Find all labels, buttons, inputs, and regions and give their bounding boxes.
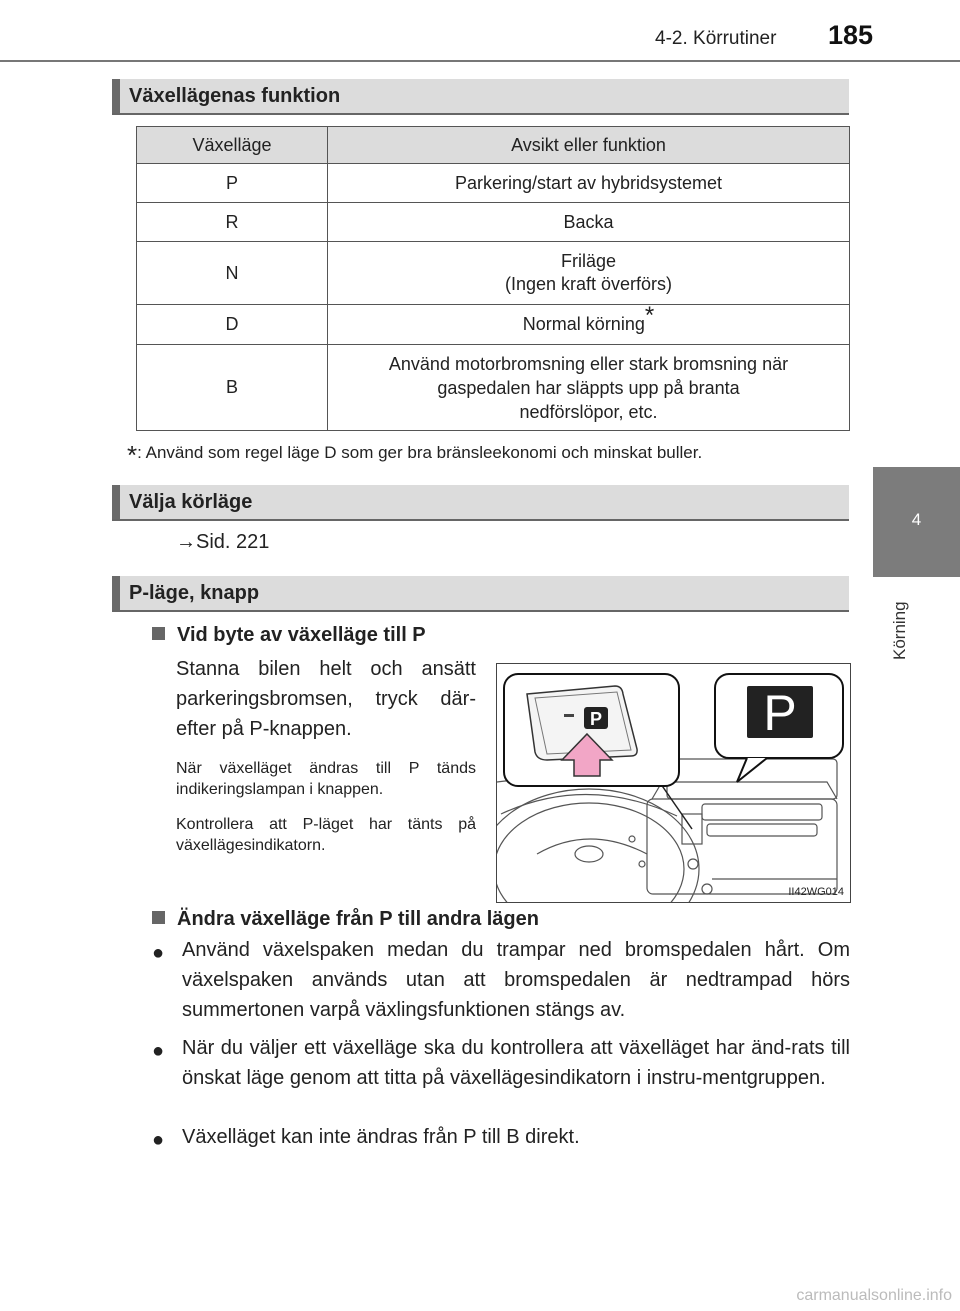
subheading-text: Vid byte av växelläge till P [177, 624, 426, 646]
header-divider [0, 60, 960, 62]
p-change-body: Stanna bilen helt och ansätt parkeringsbromsen, tryck där-efter på P-knappen. [176, 658, 476, 740]
bullet-item [152, 1122, 850, 1152]
section-title: P-läge, knapp [129, 582, 260, 604]
bullet-text: Använd växelspaken medan du trampar ned bromspedalen hårt. Om växelspaken används utan att bromspedalen är nedtrampad hörs summertonen varpå växlingsfunktionen stängs av. [182, 939, 850, 1021]
watermark: carmanualsonline.info [796, 1287, 952, 1304]
section-title: Växellägenas funktion [129, 85, 341, 107]
bullet-dot-icon: ● [152, 1129, 165, 1151]
function-text: Normal körning [522, 314, 645, 334]
function-line: nedförslöpor, etc. [519, 401, 658, 422]
table-row [137, 242, 850, 305]
gear-cell: R [137, 203, 328, 242]
subheading-p-change [152, 624, 426, 647]
bullet-dot-icon: ● [152, 942, 165, 964]
bullet-text: Växelläget kan inte ändras från P till B direkt. [182, 1126, 580, 1148]
bullet-dot-icon: ● [152, 1040, 165, 1062]
page-number: 185 [828, 20, 874, 50]
subheading-from-p [152, 908, 539, 931]
dashboard-drawing [497, 664, 850, 902]
p-indicator-symbol: P [763, 685, 797, 741]
function-cell: Backa [328, 203, 850, 242]
square-bullet-icon [152, 627, 165, 640]
gear-cell: B [137, 345, 328, 431]
function-cell [328, 242, 850, 305]
chapter-number: 4 [911, 510, 922, 529]
gear-cell: N [137, 242, 328, 305]
p-change-note-2: Kontrollera att P-läget har tänts på växellägesindikatorn. [176, 816, 476, 854]
table-header-gear: Växelläge [137, 127, 328, 164]
subheading-text: Ändra växelläge från P till andra lägen [177, 908, 539, 930]
function-line: Friläge [560, 251, 617, 271]
table-header-row [137, 127, 850, 164]
page-reference-link[interactable]: →Sid. 221 [176, 531, 270, 553]
section-heading-select-mode [112, 485, 849, 521]
gear-cell: D [137, 305, 328, 345]
footnote-star: * [127, 440, 138, 470]
section-title: Välja körläge [129, 491, 253, 513]
section-heading-gear-function [112, 79, 849, 115]
section-heading-p-button [112, 576, 849, 612]
function-cell [328, 345, 850, 431]
header-section: 4-2. Körrutiner [655, 28, 777, 49]
function-line: gaspedalen har släppts upp på branta [437, 377, 740, 398]
figure-code: II42WG014 [788, 886, 844, 898]
table-header-function: Avsikt eller funktion [328, 127, 850, 164]
chapter-label: Körning [890, 601, 909, 660]
table-row [137, 305, 850, 345]
footnote-text: : Använd som regel läge D som ger bra bränsleekonomi och minskat buller. [137, 443, 703, 462]
gear-cell: P [137, 164, 328, 203]
bullet-item [152, 1033, 850, 1093]
function-cell: Parkering/start av hybridsystemet [328, 164, 850, 203]
p-change-note-1: När växelläget ändras till P tänds indikeringslampan i knappen. [176, 760, 476, 798]
footnote-mark: * [644, 302, 655, 329]
table-footnote [127, 440, 702, 471]
section-bar [112, 576, 120, 610]
bullet-text: När du väljer ett växelläge ska du kontrollera att växelläget har änd-rats till önskat läge genom att titta på växellägesindikatorn i instru-mentgruppen. [182, 1037, 850, 1089]
section-bar [112, 485, 120, 519]
p-button-illustration [496, 663, 851, 903]
gear-table [136, 126, 850, 431]
section-bar [112, 79, 120, 113]
square-bullet-icon [152, 911, 165, 924]
table-row [137, 345, 850, 431]
function-line: (Ingen kraft överförs) [504, 274, 673, 294]
function-line: Använd motorbromsning eller stark bromsning när [388, 353, 789, 374]
table-row [137, 203, 850, 242]
bullet-item [152, 935, 850, 1025]
table-row [137, 164, 850, 203]
p-button-symbol: P [589, 709, 603, 729]
function-cell [328, 302, 850, 345]
